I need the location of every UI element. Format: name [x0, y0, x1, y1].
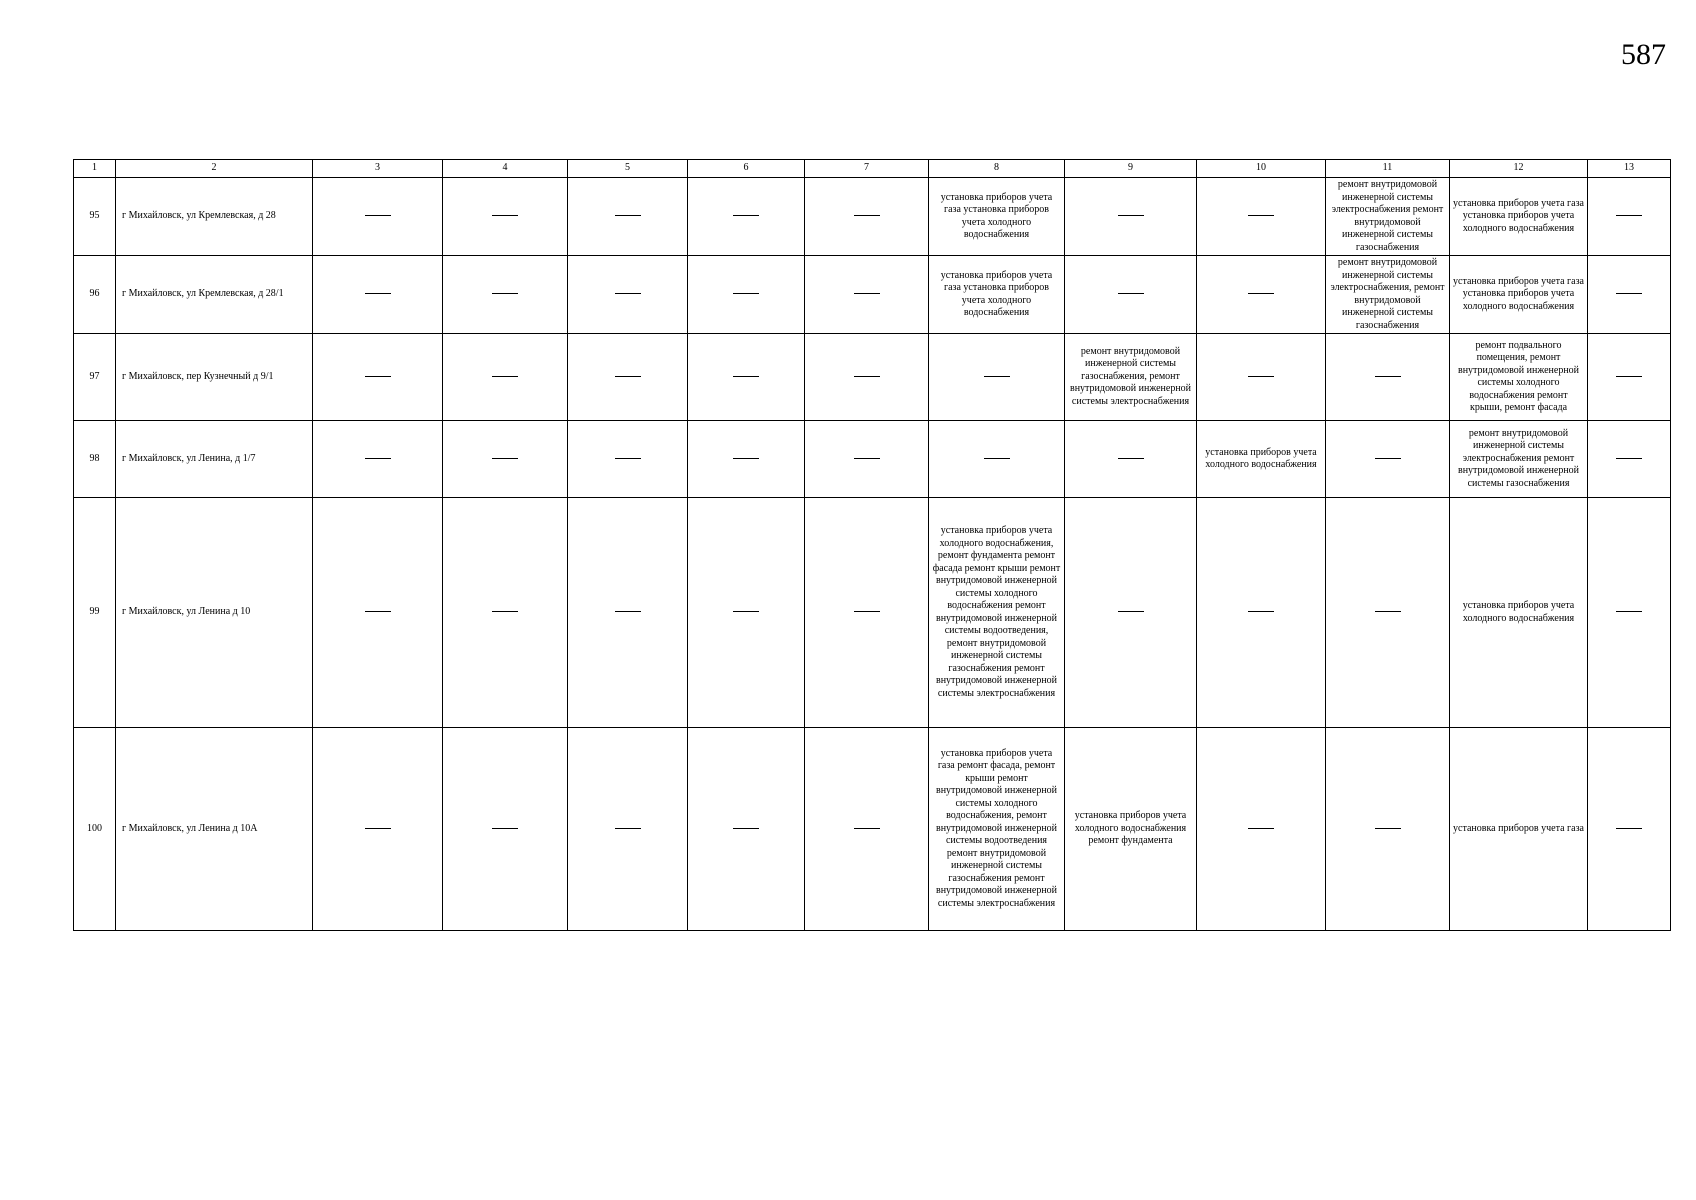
empty-dash-cell [568, 334, 688, 421]
dash-mark [1118, 611, 1144, 612]
dash-mark [492, 215, 518, 216]
empty-dash-cell [1588, 421, 1671, 498]
empty-dash-cell [805, 498, 929, 728]
address-cell: г Михайловск, ул Кремлевская, д 28/1 [116, 256, 313, 334]
empty-dash-cell [688, 256, 805, 334]
row-number: 100 [74, 728, 116, 931]
empty-dash-cell [443, 728, 568, 931]
dash-mark [1118, 215, 1144, 216]
dash-mark [1118, 458, 1144, 459]
dash-mark [733, 376, 759, 377]
empty-dash-cell [313, 334, 443, 421]
dash-mark [733, 458, 759, 459]
empty-dash-cell [805, 178, 929, 256]
empty-dash-cell [1065, 178, 1197, 256]
table-row [74, 334, 1671, 421]
column-header: 11 [1326, 160, 1450, 178]
header-row [74, 160, 1671, 178]
dash-mark [1248, 828, 1274, 829]
table-row [74, 498, 1671, 728]
address-cell: г Михайловск, ул Ленина д 10 [116, 498, 313, 728]
work-description-cell: установка приборов учета газа установка приборов учета холодного водоснабжения [1450, 178, 1588, 256]
empty-dash-cell [1326, 728, 1450, 931]
dash-mark [365, 828, 391, 829]
dash-mark [615, 828, 641, 829]
dash-mark [615, 376, 641, 377]
column-header: 1 [74, 160, 116, 178]
work-description-cell: ремонт внутридомовой инженерной системы электроснабжения, ремонт внутридомовой инженерной системы газоснабжения [1326, 256, 1450, 334]
empty-dash-cell [1197, 334, 1326, 421]
empty-dash-cell [1588, 498, 1671, 728]
empty-dash-cell [1588, 256, 1671, 334]
dash-mark [1375, 458, 1401, 459]
empty-dash-cell [1065, 256, 1197, 334]
dash-mark [492, 611, 518, 612]
empty-dash-cell [688, 728, 805, 931]
empty-dash-cell [443, 421, 568, 498]
dash-mark [733, 828, 759, 829]
dash-mark [615, 293, 641, 294]
work-description-cell: установка приборов учета холодного водоснабжения ремонт фундамента [1065, 728, 1197, 931]
empty-dash-cell [1197, 256, 1326, 334]
empty-dash-cell [443, 256, 568, 334]
column-header: 13 [1588, 160, 1671, 178]
empty-dash-cell [568, 421, 688, 498]
dash-mark [1248, 376, 1274, 377]
column-header: 4 [443, 160, 568, 178]
empty-dash-cell [1326, 421, 1450, 498]
table-row [74, 178, 1671, 256]
column-header: 9 [1065, 160, 1197, 178]
dash-mark [854, 293, 880, 294]
empty-dash-cell [1197, 728, 1326, 931]
empty-dash-cell [443, 334, 568, 421]
column-header: 7 [805, 160, 929, 178]
empty-dash-cell [688, 178, 805, 256]
dash-mark [365, 215, 391, 216]
empty-dash-cell [929, 421, 1065, 498]
address-cell: г Михайловск, ул Ленина, д 1/7 [116, 421, 313, 498]
empty-dash-cell [313, 178, 443, 256]
work-description-cell: установка приборов учета газа установка приборов учета холодного водоснабжения [929, 178, 1065, 256]
column-header: 6 [688, 160, 805, 178]
empty-dash-cell [443, 178, 568, 256]
work-description-cell: ремонт внутридомовой инженерной системы электроснабжения ремонт внутридомовой инженерной системы газоснабжения [1326, 178, 1450, 256]
empty-dash-cell [1065, 421, 1197, 498]
empty-dash-cell [805, 421, 929, 498]
dash-mark [492, 458, 518, 459]
table-row [74, 728, 1671, 931]
table-row [74, 256, 1671, 334]
work-description-cell: установка приборов учета холодного водоснабжения [1450, 498, 1588, 728]
empty-dash-cell [688, 498, 805, 728]
dash-mark [1375, 611, 1401, 612]
dash-mark [492, 376, 518, 377]
empty-dash-cell [1326, 334, 1450, 421]
empty-dash-cell [805, 256, 929, 334]
work-description-cell: ремонт внутридомовой инженерной системы электроснабжения ремонт внутридомовой инженерной системы газоснабжения [1450, 421, 1588, 498]
dash-mark [854, 376, 880, 377]
work-description-cell: установка приборов учета газа ремонт фасада, ремонт крыши ремонт внутридомовой инженерной системы холодного водоснабжения, ремонт внутридомовой инженерной системы водоотведения ремонт внутридомовой инженерной системы газоснабжения ремонт внутридомовой инженерной системы электроснабжения [929, 728, 1065, 931]
dash-mark [1616, 376, 1642, 377]
dash-mark [1616, 611, 1642, 612]
dash-mark [733, 611, 759, 612]
work-description-cell: установка приборов учета холодного водоснабжения [1197, 421, 1326, 498]
dash-mark [365, 458, 391, 459]
empty-dash-cell [805, 728, 929, 931]
row-number: 95 [74, 178, 116, 256]
dash-mark [615, 611, 641, 612]
table-row [74, 421, 1671, 498]
work-description-cell: установка приборов учета газа установка приборов учета холодного водоснабжения [1450, 256, 1588, 334]
empty-dash-cell [313, 256, 443, 334]
dash-mark [492, 828, 518, 829]
address-cell: г Михайловск, ул Кремлевская, д 28 [116, 178, 313, 256]
empty-dash-cell [1588, 334, 1671, 421]
empty-dash-cell [929, 334, 1065, 421]
dash-mark [733, 215, 759, 216]
dash-mark [854, 215, 880, 216]
address-cell: г Михайловск, пер Кузнечный д 9/1 [116, 334, 313, 421]
empty-dash-cell [313, 728, 443, 931]
dash-mark [1248, 215, 1274, 216]
empty-dash-cell [568, 728, 688, 931]
dash-mark [1616, 828, 1642, 829]
dash-mark [615, 458, 641, 459]
dash-mark [854, 828, 880, 829]
empty-dash-cell [1197, 498, 1326, 728]
empty-dash-cell [1326, 498, 1450, 728]
dash-mark [854, 458, 880, 459]
column-header: 3 [313, 160, 443, 178]
dash-mark [1248, 293, 1274, 294]
dash-mark [984, 458, 1010, 459]
address-cell: г Михайловск, ул Ленина д 10А [116, 728, 313, 931]
empty-dash-cell [313, 498, 443, 728]
dash-mark [1248, 611, 1274, 612]
empty-dash-cell [805, 334, 929, 421]
empty-dash-cell [313, 421, 443, 498]
empty-dash-cell [688, 334, 805, 421]
dash-mark [365, 611, 391, 612]
dash-mark [1375, 828, 1401, 829]
empty-dash-cell [1065, 498, 1197, 728]
empty-dash-cell [1588, 728, 1671, 931]
dash-mark [1616, 293, 1642, 294]
column-header: 2 [116, 160, 313, 178]
column-header: 5 [568, 160, 688, 178]
dash-mark [1375, 376, 1401, 377]
empty-dash-cell [1588, 178, 1671, 256]
work-description-cell: установка приборов учета холодного водоснабжения, ремонт фундамента ремонт фасада ремонт крыши ремонт внутридомовой инженерной системы холодного водоснабжения ремонт внутридомовой инженерной системы водоотведения, ремонт внутридомовой инженерной системы газоснабжения ремонт внутридомовой инженерной системы электроснабжения [929, 498, 1065, 728]
empty-dash-cell [688, 421, 805, 498]
dash-mark [1616, 458, 1642, 459]
row-number: 96 [74, 256, 116, 334]
dash-mark [492, 293, 518, 294]
dash-mark [984, 376, 1010, 377]
empty-dash-cell [1197, 178, 1326, 256]
page-number: 587 [1621, 38, 1666, 71]
work-description-cell: установка приборов учета газа [1450, 728, 1588, 931]
empty-dash-cell [568, 256, 688, 334]
dash-mark [615, 215, 641, 216]
column-header: 8 [929, 160, 1065, 178]
column-header: 10 [1197, 160, 1326, 178]
empty-dash-cell [568, 498, 688, 728]
dash-mark [733, 293, 759, 294]
dash-mark [854, 611, 880, 612]
dash-mark [1118, 293, 1144, 294]
work-description-cell: ремонт подвального помещения, ремонт внутридомовой инженерной системы холодного водоснабжения ремонт крыши, ремонт фасада [1450, 334, 1588, 421]
empty-dash-cell [568, 178, 688, 256]
dash-mark [365, 293, 391, 294]
row-number: 99 [74, 498, 116, 728]
row-number: 98 [74, 421, 116, 498]
work-schedule-table [73, 159, 1671, 931]
work-description-cell: установка приборов учета газа установка приборов учета холодного водоснабжения [929, 256, 1065, 334]
dash-mark [365, 376, 391, 377]
column-header: 12 [1450, 160, 1588, 178]
dash-mark [1616, 215, 1642, 216]
work-description-cell: ремонт внутридомовой инженерной системы газоснабжения, ремонт внутридомовой инженерной системы электроснабжения [1065, 334, 1197, 421]
row-number: 97 [74, 334, 116, 421]
empty-dash-cell [443, 498, 568, 728]
